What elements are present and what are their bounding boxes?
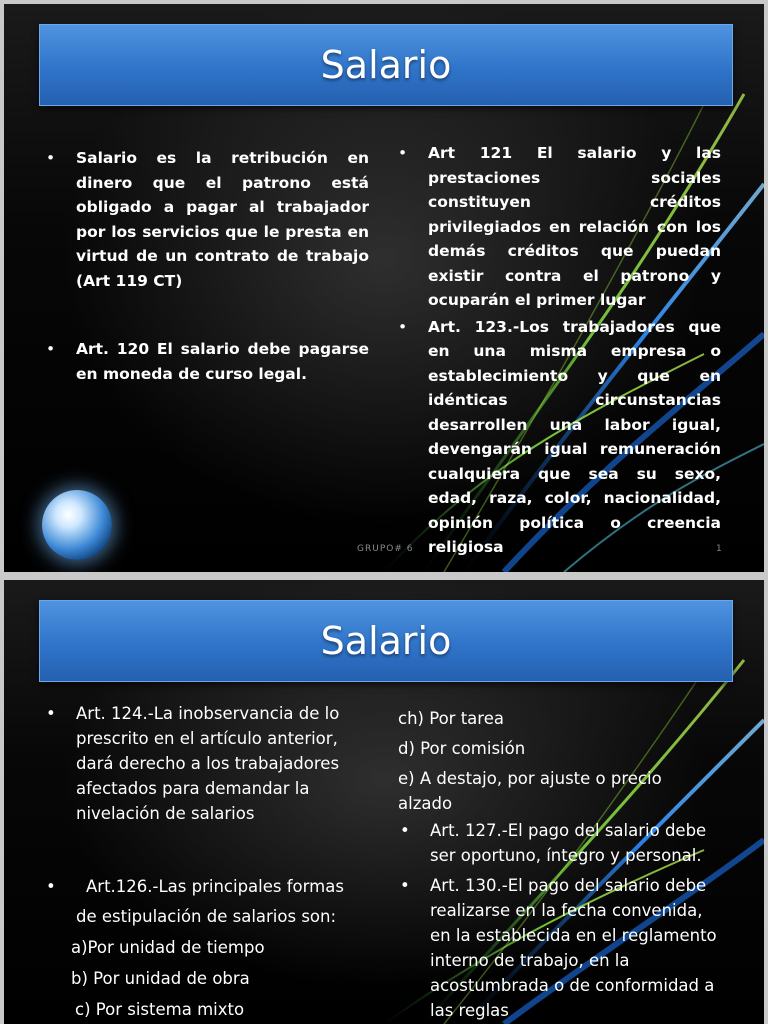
bullet-art-120: • Art. 120 El salario debe pagarse en moneda de curso legal. [44,337,369,386]
list-item: ch) Por tarea [398,709,504,728]
list-item: d) Por comisión [398,739,526,758]
slide-page-number: 1 [716,544,723,554]
slide-1 [4,4,764,572]
list-item: b) Por unidad de obra [71,969,250,988]
list-item: a)Por unidad de tiempo [71,938,265,957]
bullet-art-124: • Art. 124.-La inobservancia de lo prescrito en el artículo anterior, dará derecho a los trabajadores afectados para demandar la nivelación de salarios [44,701,369,826]
left-column [44,701,369,1022]
bullet-art-121: • Art 121 El salario y las prestaciones sociales constituyen créditos privilegiados en relación con los demás créditos que puedan existir contra el patrono y ocuparán el primer lugar [396,141,721,313]
slide-footer: GRUPO# 6 [357,544,414,554]
globe-icon [42,490,112,560]
right-column [396,141,721,560]
list-item: c) Por sistema mixto [75,1000,245,1019]
bullet-art-130: • Art. 130.-El pago del salario debe realizarse en la fecha convenida, en la establecida en el reglamento interno de trabajo, en la acostumbrada o de conformidad a las reglas [398,873,728,1023]
bullet-salario-definition: • Salario es la retribución en dinero que el patrono está obligado a pagar al trabajador por los servicios que le presta en virtud de un contrato de trabajo (Art 119 CT) [44,146,369,293]
list-item: e) A destajo, por ajuste o precio alzado [398,769,662,813]
slide-title-bar [39,24,733,106]
slide-title: Salario [320,619,452,663]
left-column [44,146,369,386]
slide-title: Salario [320,43,452,87]
art-126-continuation: de estipulación de salarios son: [76,907,337,926]
bullet-art-127: • Art. 127.-El pago del salario debe ser oportuno, íntegro y personal. [398,818,728,868]
bullet-art-126: • Art.126.-Las principales formas [44,874,369,899]
slide-title-bar [39,600,733,682]
bullet-art-123: • Art. 123.-Los trabajadores que en una misma empresa o establecimiento y que en idénticas circunstancias desarrollen una labor igual, devengarán igual remuneración cualquiera que sea su sexo, edad, raza, color, nacionalidad, opinión política o creencia religiosa [396,315,721,560]
slide-2 [4,580,764,1024]
right-column [398,706,728,1023]
